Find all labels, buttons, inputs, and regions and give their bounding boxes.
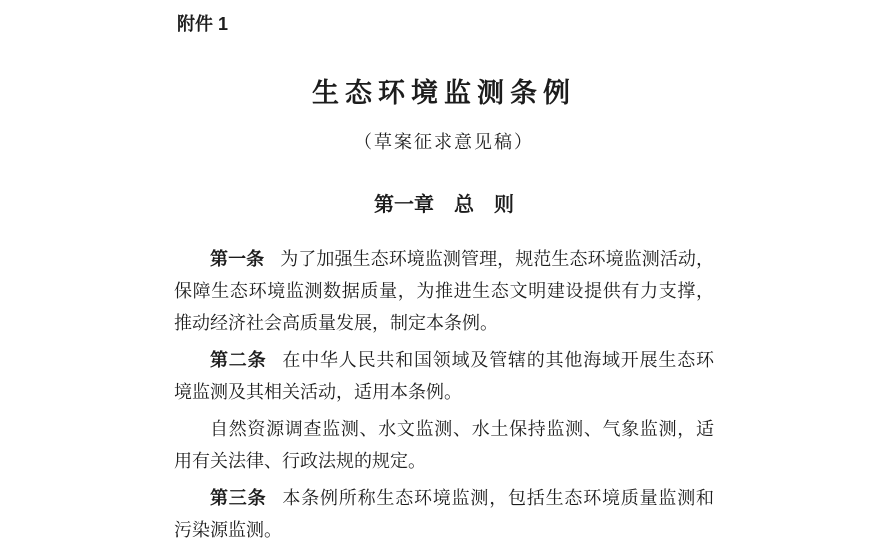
- text-line: 自然资源调查监测、水文监测、水土保持监测、气象监测，适: [210, 419, 714, 439]
- article-2-number-label: 第二条: [210, 350, 267, 370]
- article-1-number-label: 第一条: [210, 249, 265, 269]
- article-3-paragraph: [174, 482, 714, 546]
- line-text: 本条例所称生态环境监测，包括生态环境质量监测和: [282, 488, 715, 508]
- article-2-continuation-paragraph: [174, 413, 714, 477]
- text-line: 用有关法律、行政法规的规定。: [174, 451, 426, 471]
- text-line: 境监测及其相关活动，适用本条例。: [174, 382, 462, 402]
- document-body: [174, 243, 714, 546]
- text-line: [174, 482, 714, 514]
- article-1-paragraph: [174, 243, 714, 339]
- chapter-heading: 第一章 总 则: [374, 194, 514, 216]
- document-title: 生态环境监测条例: [312, 78, 576, 108]
- text-line: 污染源监测。: [174, 520, 282, 540]
- text-line: [174, 344, 714, 376]
- text-line: [174, 243, 714, 275]
- document-subtitle: （草案征求意见稿）: [354, 132, 534, 152]
- article-3-number-label: 第三条: [210, 488, 267, 508]
- line-text: 为了加强生态环境监测管理，规范生态环境监测活动，: [280, 249, 715, 269]
- article-2-paragraph: [174, 344, 714, 408]
- text-line: 推动经济社会高质量发展，制定本条例。: [174, 313, 498, 333]
- text-line: 保障生态环境监测数据质量，为推进生态文明建设提供有力支撑，: [174, 281, 714, 301]
- line-text: 在中华人民共和国领域及管辖的其他海域开展生态环: [282, 350, 715, 370]
- attachment-label: 附件 1: [177, 14, 229, 34]
